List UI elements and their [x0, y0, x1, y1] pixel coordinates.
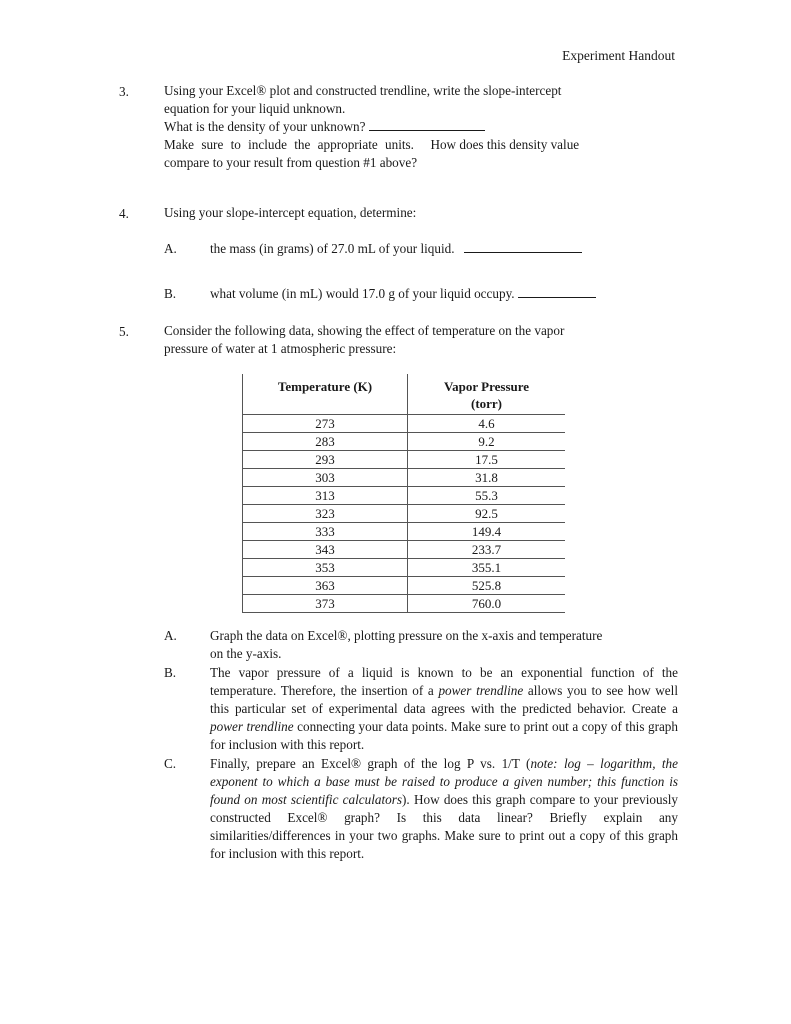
q5-b-power-trendline-2: power trendline — [210, 719, 294, 734]
question-3-number: 3. — [119, 84, 129, 99]
q5-b-text-2: allows you to see how well this particular set of experimental data agrees with the predicted behavior. Create a — [210, 683, 678, 716]
q3-line2: equation for your liquid unknown. — [164, 101, 346, 116]
table-row — [243, 595, 566, 613]
table-row — [243, 433, 566, 451]
pressure-cell: 92.5 — [408, 505, 566, 523]
table-row — [243, 415, 566, 433]
q4-a-item — [210, 240, 582, 258]
q5-c-label: C. — [164, 756, 177, 771]
temperature-cell: 373 — [243, 595, 408, 613]
pressure-cell: 9.2 — [408, 433, 566, 451]
table-row — [243, 541, 566, 559]
pressure-cell: 31.8 — [408, 469, 566, 487]
question-5-number: 5. — [119, 324, 129, 339]
q4-a-text: the mass (in grams) of 27.0 mL of your liquid. — [210, 241, 455, 256]
pressure-cell: 55.3 — [408, 487, 566, 505]
q4-a-label: A. — [164, 241, 177, 256]
temperature-cell: 323 — [243, 505, 408, 523]
temperature-cell: 333 — [243, 523, 408, 541]
page-header-title: Experiment Handout — [562, 48, 675, 63]
q5-a-line1: Graph the data on Excel®, plotting pressure on the x-axis and temperature — [210, 628, 603, 643]
q5-line1: Consider the following data, showing the effect of temperature on the vapor — [164, 323, 565, 338]
table-row — [243, 523, 566, 541]
volume-answer-blank[interactable] — [518, 285, 596, 298]
q5-a-item — [210, 627, 680, 663]
mass-answer-blank[interactable] — [464, 240, 582, 253]
temperature-column-header: Temperature (K) — [243, 374, 408, 415]
q5-b-power-trendline-1: power trendline — [438, 683, 524, 698]
temperature-cell: 283 — [243, 433, 408, 451]
q3-line5: compare to your result from question #1 above? — [164, 155, 418, 170]
vapor-pressure-table — [242, 374, 565, 613]
pressure-cell: 760.0 — [408, 595, 566, 613]
table-row — [243, 505, 566, 523]
temperature-cell: 303 — [243, 469, 408, 487]
table-row — [243, 559, 566, 577]
q5-a-label: A. — [164, 628, 177, 643]
q5-c-text-2: ). How does this graph compare to your previously constructed Excel® graph? Is this data linear? Briefly explain any similarities/differences in your two graphs. Make sure to print out a copy of this graph for inclusion with this report. — [210, 792, 678, 861]
pressure-cell: 149.4 — [408, 523, 566, 541]
q5-c-text-1: Finally, prepare an Excel® graph of the log P vs. 1/T ( — [210, 756, 531, 771]
question-4-number: 4. — [119, 206, 129, 221]
pressure-cell: 17.5 — [408, 451, 566, 469]
q5-b-item — [210, 664, 678, 754]
q4-b-text: what volume (in mL) would 17.0 g of your liquid occupy. — [210, 286, 515, 301]
pressure-cell: 355.1 — [408, 559, 566, 577]
pressure-column-header — [408, 374, 566, 415]
question-4-prompt: Using your slope-intercept equation, determine: — [164, 205, 417, 220]
table-header-row — [243, 374, 566, 415]
table-row — [243, 451, 566, 469]
question-3-text — [164, 82, 644, 172]
q3-density-line — [164, 118, 644, 136]
pressure-header-line1: Vapor Pressure — [443, 379, 530, 394]
q5-b-text-3: connecting your data points. Make sure to print out a copy of this graph for inclusion with this report. — [210, 719, 678, 752]
density-answer-blank[interactable] — [369, 118, 485, 131]
table-row — [243, 469, 566, 487]
temperature-cell: 343 — [243, 541, 408, 559]
table-row — [243, 577, 566, 595]
q5-b-text-1: The vapor pressure of a liquid is known to be an exponential function of the temperature. Therefore, the insertion of a — [210, 665, 678, 698]
temperature-cell: 313 — [243, 487, 408, 505]
q4-b-item — [210, 285, 596, 303]
q5-c-log-note: note: log – logarithm, the exponent to which a base must be raised to produce a given number; this function is found on most scientific calculators — [210, 756, 678, 807]
q5-c-item — [210, 755, 678, 863]
temperature-cell: 293 — [243, 451, 408, 469]
temperature-cell: 273 — [243, 415, 408, 433]
table-row — [243, 487, 566, 505]
pressure-header-line2: (torr) — [470, 396, 503, 411]
vapor-pressure-table-container — [242, 374, 565, 613]
q3-compare-question: How does this density value — [430, 137, 580, 152]
pressure-cell: 525.8 — [408, 577, 566, 595]
q5-a-line2: on the y-axis. — [210, 646, 282, 661]
q5-line2: pressure of water at 1 atmospheric pressure: — [164, 341, 397, 356]
q5-b-label: B. — [164, 665, 177, 680]
pressure-cell: 233.7 — [408, 541, 566, 559]
question-5-text — [164, 322, 644, 358]
q3-density-question: What is the density of your unknown? — [164, 119, 366, 134]
temperature-cell: 353 — [243, 559, 408, 577]
q3-line1: Using your Excel® plot and constructed trendline, write the slope-intercept — [164, 83, 562, 98]
q3-units-instruction: Make sure to include the appropriate units. — [164, 137, 414, 152]
temperature-cell: 363 — [243, 577, 408, 595]
q3-line4 — [164, 136, 644, 154]
pressure-cell: 4.6 — [408, 415, 566, 433]
q4-b-label: B. — [164, 286, 177, 301]
